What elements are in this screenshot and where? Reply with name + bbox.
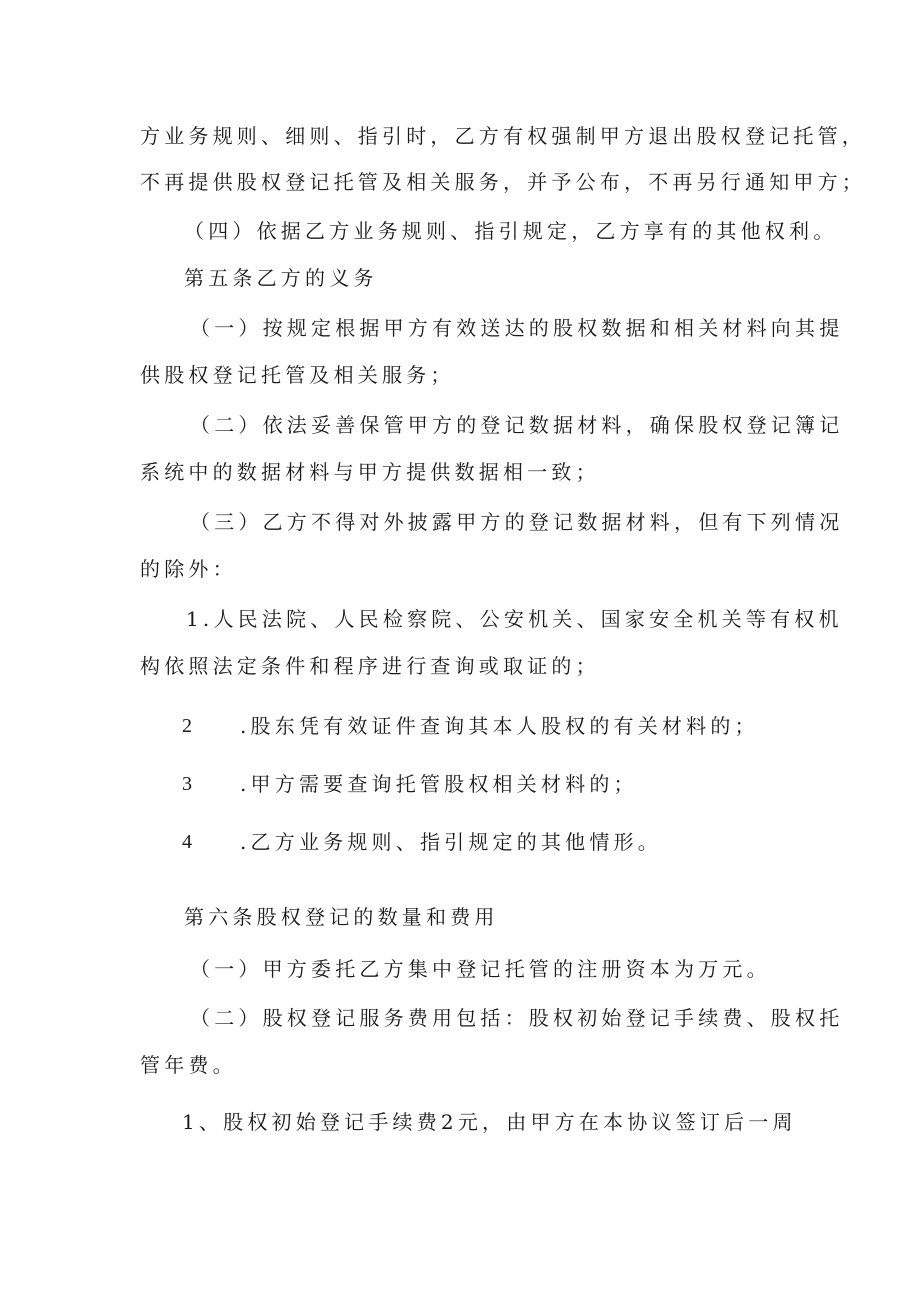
- paragraph-line: （四）依据乙方业务规则、指引规定，乙方享有的其他权利。: [184, 219, 838, 243]
- paragraph-line: （二）依法妥善保管甲方的登记数据材料，确保股权登记簿记: [190, 413, 844, 437]
- paragraph-line: 供股权登记托管及相关服务；: [140, 363, 455, 387]
- paragraph-line: 管年费。: [140, 1053, 237, 1077]
- list-item-text: .甲方需要查询托管股权相关材料的；: [240, 772, 638, 796]
- paragraph-line: 方业务规则、细则、指引时，乙方有权强制甲方退出股权登记托管，: [140, 124, 866, 148]
- paragraph-line: 构依照法定条件和程序进行查询或取证的；: [140, 654, 600, 678]
- list-item-number: 2: [182, 715, 192, 737]
- paragraph-line: 不再提供股权登记托管及相关服务，并予公布，不再另行通知甲方；: [140, 170, 866, 194]
- paragraph-line: 1.人民法院、人民检察院、公安机关、国家安全机关等有权机: [186, 607, 843, 631]
- section-heading: 第五条乙方的义务: [184, 266, 378, 290]
- paragraph-line: （一）按规定根据甲方有效送达的股权数据和相关材料向其提: [190, 316, 844, 340]
- list-item-number: 4: [182, 831, 192, 853]
- paragraph-line: （一）甲方委托乙方集中登记托管的注册资本为万元。: [190, 957, 771, 981]
- paragraph-line: （二）股权登记服务费用包括：股权初始登记手续费、股权托: [190, 1006, 844, 1030]
- list-item-text: .股东凭有效证件查询其本人股权的有关材料的；: [240, 714, 759, 738]
- paragraph-line: 系统中的数据材料与甲方提供数据相一致；: [140, 460, 600, 484]
- list-item-text: .乙方业务规则、指引规定的其他情形。: [240, 830, 662, 854]
- list-item-number: 3: [182, 773, 192, 795]
- paragraph-line: （三）乙方不得对外披露甲方的登记数据材料，但有下列情况: [190, 510, 844, 534]
- section-heading: 第六条股权登记的数量和费用: [184, 905, 499, 929]
- paragraph-line: 的除外：: [140, 557, 237, 581]
- paragraph-line: 1、股权初始登记手续费2元，由甲方在本协议签订后一周: [182, 1110, 797, 1134]
